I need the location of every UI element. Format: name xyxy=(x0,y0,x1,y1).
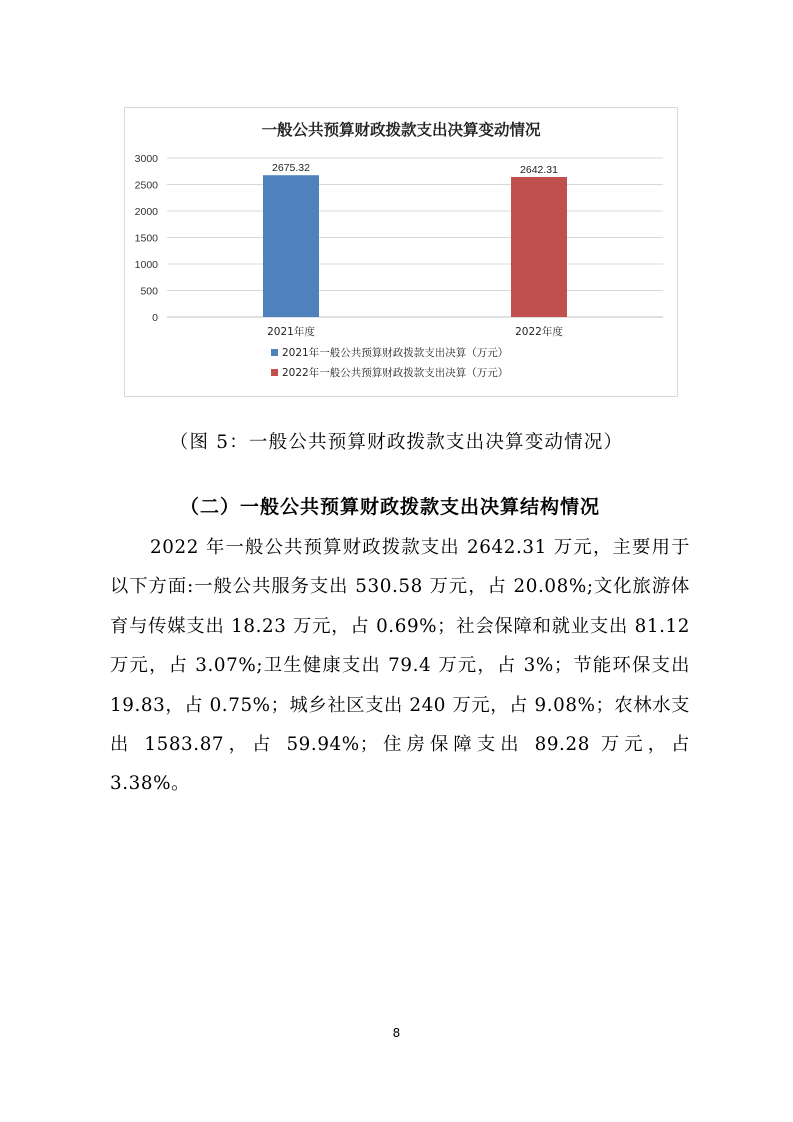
legend-label: 2022年一般公共预算财政拨款支出决算（万元） xyxy=(282,367,509,379)
figure-caption: （图 5：一般公共预算财政拨款支出决算变动情况） xyxy=(169,432,624,453)
y-tick-label: 3000 xyxy=(134,153,158,165)
x-tick-label: 2021年度 xyxy=(267,326,315,338)
y-tick-label: 500 xyxy=(140,285,158,298)
x-tick-label: 2022年度 xyxy=(515,326,563,338)
bar-1 xyxy=(263,175,319,317)
y-tick-label: 2000 xyxy=(134,206,158,218)
page-number: 8 xyxy=(392,1026,401,1040)
y-tick-label: 1000 xyxy=(134,259,158,271)
data-label: 2642.31 xyxy=(520,163,558,176)
body-paragraph: 2022 年一般公共预算财政拨款支出 2642.31 万元，主要用于以下方面:一般公共服务支出 530.58 万元，占 20.08%;文化旅游体育与传媒支出 18.23 万元，占 0.69%；社会保障和就业支出 81.12 万元，占 3.07%;卫生健康支出 79.4 万元，占 3%；节能环保支出 19.83，占 0.75%；城乡社区支出 240 万元，占 9.08%；农林水支出 1583.87，占 59.94%；住房保障支出 89.28 万元，占 3.38%。 xyxy=(110,537,690,795)
y-tick-label: 1500 xyxy=(134,232,158,245)
y-tick-label: 0 xyxy=(152,312,158,324)
legend-swatch xyxy=(271,369,278,376)
chart-frame xyxy=(124,107,678,397)
bar-chart xyxy=(125,108,677,396)
legend-swatch xyxy=(271,349,278,356)
legend-label: 2021年一般公共预算财政拨款支出决算（万元） xyxy=(282,347,509,359)
bar-2 xyxy=(511,177,567,317)
y-tick-label: 2500 xyxy=(134,179,158,192)
section-heading: （二）一般公共预算财政拨款支出决算结构情况 xyxy=(180,496,601,518)
chart-title: 一般公共预算财政拨款支出决算变动情况 xyxy=(261,121,541,139)
data-label: 2675.32 xyxy=(272,162,310,175)
